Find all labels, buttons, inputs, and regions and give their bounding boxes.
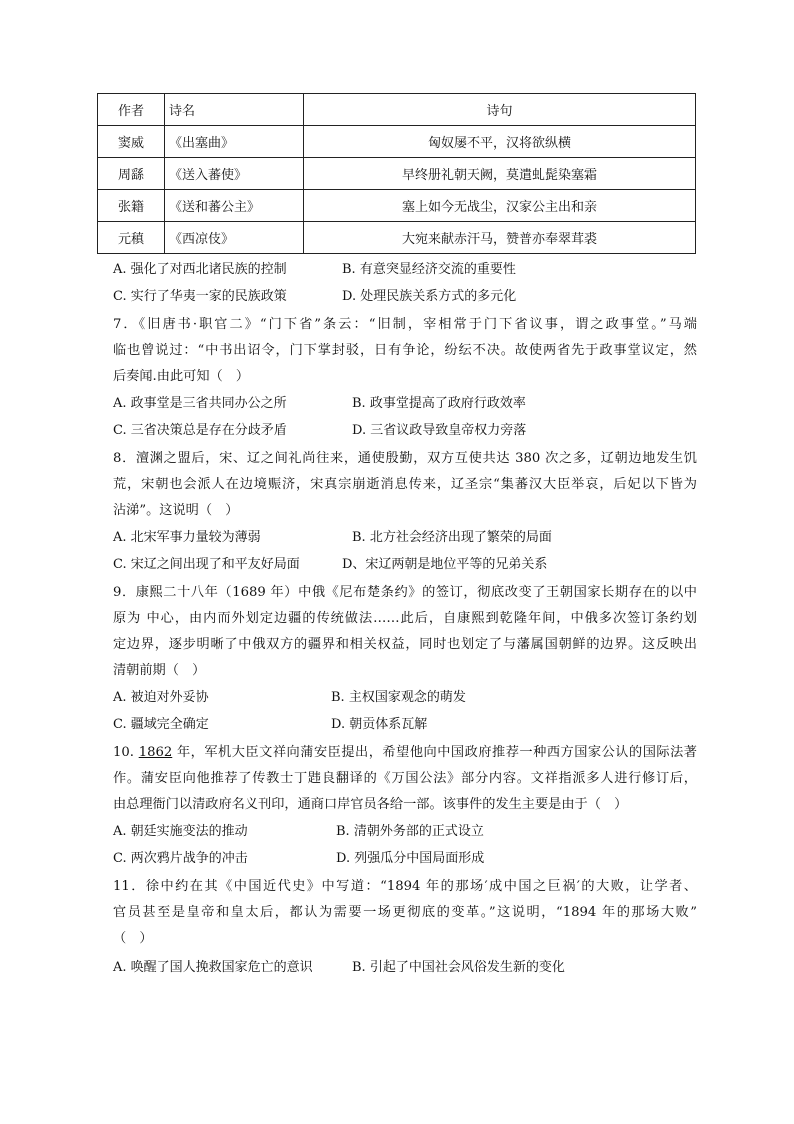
q6-option-d: D. 处理民族关系方式的多元化 <box>342 289 517 304</box>
q10-stem-line-2: 作。蒲安臣向他推荐了传教士丁韪良翻译的《万国公法》部分内容。文祥指派多人进行修订后， <box>113 771 697 786</box>
q7-option-c: C. 三省决策总是存在分歧矛盾 <box>113 423 287 438</box>
q8-option-d: D、宋辽两朝是地位平等的兄弟关系 <box>342 557 548 572</box>
q10-option-d: D. 列强瓜分中国局面形成 <box>336 851 485 866</box>
table-row <box>98 190 696 222</box>
q10-stem-line-3: 由总理衙门以清政府名义刊印，通商口岸官员各给一部。该事件的发生主要是由于（ ） <box>113 797 628 812</box>
row-title: 《送和蕃公主》 <box>165 190 304 222</box>
table-row <box>98 158 696 190</box>
q11-stem-line-1: 11．徐中约在其《中国近代史》中写道：“1894 年的那场′成中国之巨祸′的大败，让学者、 <box>113 879 697 894</box>
q10-option-b: B. 清朝外务部的正式设立 <box>336 824 484 839</box>
q10-number: 10. <box>113 745 139 760</box>
q9-option-c: C. 疆域完全确定 <box>113 717 209 732</box>
q7-stem-line-1: 7．《旧唐书·职官二》“门下省”条云：“旧制，宰相常于门下省议事，谓之政事堂。”马端 <box>113 317 697 332</box>
q10-option-a: A. 朝廷实施变法的推动 <box>113 824 248 839</box>
row-title: 《西凉伎》 <box>165 222 304 254</box>
q11-stem-line-2: 官员甚至是皇帝和皇太后，都认为需要一场更彻底的变革。”这说明，“1894 年的那场大败” <box>113 905 697 920</box>
q8-option-b: B. 北方社会经济出现了繁荣的局面 <box>352 530 552 545</box>
q11-option-b: B. 引起了中国社会风俗发生新的变化 <box>352 960 565 975</box>
q7-option-b: B. 政事堂提高了政府行政效率 <box>352 396 526 411</box>
table-row <box>98 222 696 254</box>
table-row <box>98 126 696 158</box>
q7-option-d: D. 三省议政导致皇帝权力旁落 <box>352 423 527 438</box>
q9-stem-line-3: 定边界，逐步明晰了中俄双方的疆界和相关权益，同时也划定了与藩属国朝鲜的边界。这反映出 <box>113 637 697 652</box>
header-title: 诗名 <box>165 94 304 126</box>
row-author: 窦威 <box>98 126 165 158</box>
q11-option-a: A. 唤醒了国人挽救国家危亡的意识 <box>113 960 313 975</box>
q8-option-c: C. 宋辽之间出现了和平友好局面 <box>113 557 300 572</box>
table-header-row <box>98 94 696 126</box>
row-author: 周繇 <box>98 158 165 190</box>
q9-option-b: B. 主权国家观念的萌发 <box>331 690 466 705</box>
row-title: 《送入蕃使》 <box>165 158 304 190</box>
q6-option-c: C. 实行了华夷一家的民族政策 <box>113 289 287 304</box>
q8-option-a: A. 北宋军事力量较为薄弱 <box>113 530 261 545</box>
q9-stem-line-4: 清朝前期（ ） <box>113 663 206 678</box>
row-title: 《出塞曲》 <box>165 126 304 158</box>
row-verse: 匈奴屡不平，汉将欲纵横 <box>304 126 696 158</box>
q10-line1-text: 年，军机大臣文祥向蒲安臣提出，希望他向中国政府推荐一种西方国家公认的国际法著 <box>172 745 697 760</box>
row-verse: 早终册礼朝天阙，莫遣虬髭染塞霜 <box>304 158 696 190</box>
q10-option-c: C. 两次鸦片战争的冲击 <box>113 851 248 866</box>
q9-stem-line-2: 原为 中心，由内而外划定边疆的传统做法……此后，自康熙到乾隆年间，中俄多次签订条约划 <box>113 611 697 626</box>
q11-stem-line-3: （ ） <box>113 931 153 946</box>
q10-year: 1862 <box>138 745 173 760</box>
q10-stem-line-1 <box>113 744 697 762</box>
q7-stem-line-3: 后奏闻.由此可知（ ） <box>113 369 250 384</box>
q8-stem-line-2: 荒，宋朝也会派人在边境赈济，宋真宗崩逝消息传来，辽圣宗“集蕃汉大臣举哀，后妃以下皆为 <box>113 477 697 492</box>
q7-option-a: A. 政事堂是三省共同办公之所 <box>113 396 287 411</box>
poem-table <box>97 93 696 254</box>
q6-option-a: A. 强化了对西北诸民族的控制 <box>113 262 287 277</box>
q8-stem-line-1: 8．澶渊之盟后，宋、辽之间礼尚往来，通使殷勤，双方互使共达 380 次之多，辽朝边地发生饥 <box>113 451 697 466</box>
header-verse: 诗句 <box>304 94 696 126</box>
row-author: 张籍 <box>98 190 165 222</box>
q7-stem-line-2: 临也曾说过：“中书出诏令，门下掌封驳，日有争论，纷纭不决。故使两省先于政事堂议定，然 <box>113 343 697 358</box>
row-verse: 大宛来献赤汗马，赞普亦奉翠茸裘 <box>304 222 696 254</box>
header-author: 作者 <box>98 94 165 126</box>
row-author: 元稹 <box>98 222 165 254</box>
q6-option-b: B. 有意突显经济交流的重要性 <box>342 262 516 277</box>
q9-stem-line-1: 9．康熙二十八年（1689 年）中俄《尼布楚条约》的签订，彻底改变了王朝国家长期存在的以中 <box>113 585 697 600</box>
q8-stem-line-3: 沾涕”。这说明（ ） <box>113 503 239 518</box>
row-verse: 塞上如今无战尘，汉家公主出和亲 <box>304 190 696 222</box>
q9-option-a: A. 被迫对外妥协 <box>113 690 209 705</box>
q9-option-d: D. 朝贡体系瓦解 <box>331 717 428 732</box>
